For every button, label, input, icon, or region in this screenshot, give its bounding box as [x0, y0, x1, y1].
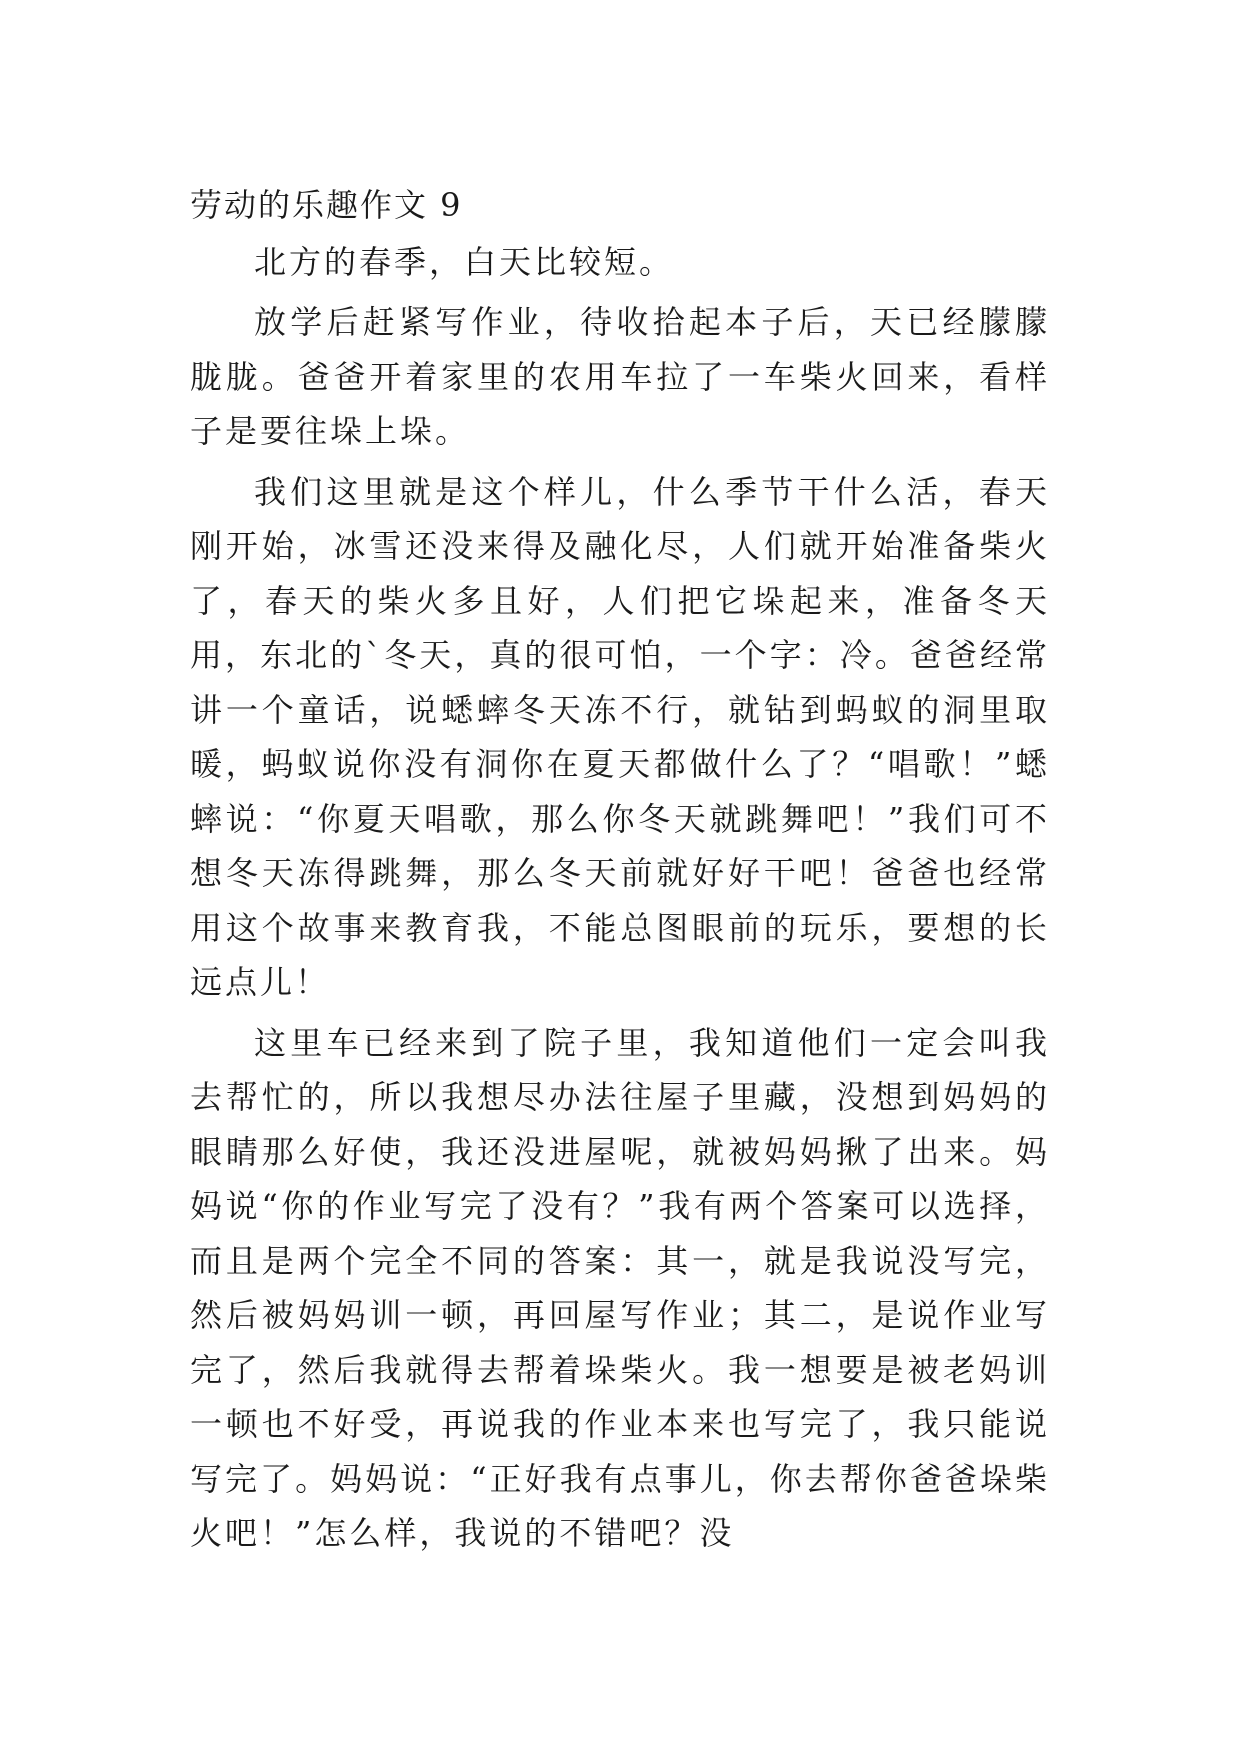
document-body — [190, 178, 1050, 1567]
paragraph-2: 放学后赶紧写作业，待收拾起本子后，天已经朦朦胧胧。爸爸开着家里的农用车拉了一车柴火回来，看样子是要往垛上垛。 — [190, 303, 1050, 450]
paragraph-3: 我们这里就是这个样儿，什么季节干什么活，春天刚开始，冰雪还没来得及融化尽，人们就开始准备柴火了，春天的柴火多且好，人们把它垛起来，准备冬天用，东北的`冬天，真的很可怕，一个字：冷。爸爸经常讲一个童话，说蟋蟀冬天冻不行，就钻到蚂蚁的洞里取暖，蚂蚁说你没有洞你在夏天都做什么了？“唱歌！”蟋蟀说：“你夏天唱歌，那么你冬天就跳舞吧！”我们可不想冬天冻得跳舞，那么冬天前就好好干吧！爸爸也经常用这个故事来教育我，不能总图眼前的玩乐，要想的长远点儿！ — [190, 472, 1050, 1001]
document-title: 劳动的乐趣作文 9 — [190, 186, 463, 224]
paragraph-1: 北方的春季，白天比较短。 — [254, 242, 675, 281]
paragraph-4: 这里车已经来到了院子里，我知道他们一定会叫我去帮忙的，所以我想尽办法往屋子里藏，没想到妈妈的眼睛那么好使，我还没进屋呢，就被妈妈揪了出来。妈妈说“你的作业写完了没有？”我有两个答案可以选择，而且是两个完全不同的答案：其一，就是我说没写完，然后被妈妈训一顿，再回屋写作业；其二，是说作业写完了，然后我就得去帮着垛柴火。我一想要是被老妈训一顿也不好受，再说我的作业本来也写完了，我只能说写完了。妈妈说：“正好我有点事儿，你去帮你爸爸垛柴火吧！”怎么样，我说的不错吧？没 — [190, 1023, 1050, 1552]
